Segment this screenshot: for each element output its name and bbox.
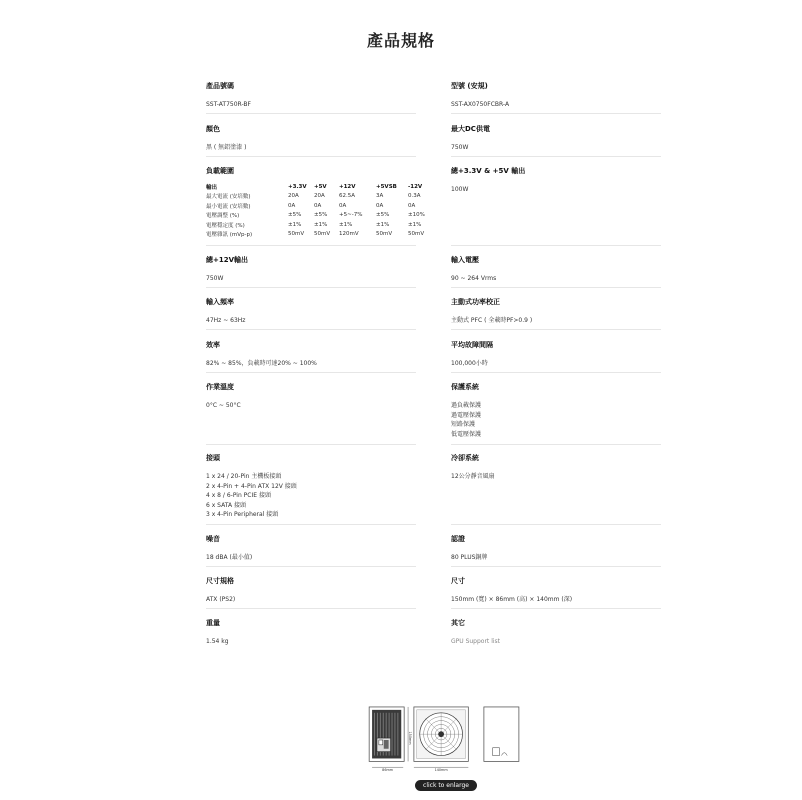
table-cell: 120mV	[339, 231, 359, 238]
spec-label: 總+3.3V & +5V 輸出	[451, 167, 526, 175]
divider	[451, 524, 661, 525]
spec-combined-output	[451, 167, 525, 195]
spec-value: 100W	[451, 186, 469, 193]
spec-value: 90 ~ 264 Vrms	[451, 275, 497, 282]
spec-value: 80 PLUS銅牌	[451, 554, 488, 561]
spec-label: 輸入頻率	[206, 298, 234, 306]
table-cell: 最小電流 (安培數)	[206, 203, 251, 210]
spec-cooling	[451, 454, 495, 482]
table-cell: 0A	[288, 202, 296, 209]
spec-label: 型號 (安規)	[451, 82, 488, 90]
spec-certification	[451, 535, 487, 563]
spec-value: 1.54 kg	[206, 638, 229, 645]
table-cell: 0.3A	[408, 193, 421, 200]
table-cell: ±5%	[376, 212, 390, 219]
spec-value: 47Hz ~ 63Hz	[206, 317, 246, 324]
spec-label: 尺寸規格	[206, 577, 234, 585]
table-cell: ±5%	[288, 212, 302, 219]
table-cell: 3A	[376, 193, 384, 200]
spec-value: 18 dBA (最小值)	[206, 554, 253, 561]
divider	[206, 287, 416, 288]
spec-other	[451, 619, 500, 647]
table-header-row	[206, 182, 436, 192]
divider	[451, 245, 661, 246]
divider	[206, 524, 416, 525]
divider	[451, 566, 661, 567]
spec-label: 尺寸	[451, 577, 465, 585]
spec-form-factor	[206, 577, 235, 605]
table-cell: ±1%	[314, 221, 328, 228]
spec-input-frequency	[206, 298, 245, 326]
spec-value: 0°C ~ 50°C	[206, 402, 241, 409]
table-cell: ±10%	[408, 212, 425, 219]
psu-fan-view	[414, 707, 468, 761]
spec-label: 冷卻系統	[451, 454, 479, 462]
divider	[206, 608, 416, 609]
gpu-support-link[interactable]: GPU Support list	[451, 638, 501, 645]
divider	[451, 287, 661, 288]
spec-label: 接頭	[206, 454, 220, 462]
table-cell: ±1%	[339, 221, 353, 228]
spec-label: 效率	[206, 341, 220, 349]
dim-height-150: 150mm	[408, 731, 413, 745]
spec-label: 顏色	[206, 125, 220, 133]
table-cell: 0A	[376, 202, 384, 209]
spec-value: 82% ~ 85%，負載時可達20% ~ 100%	[206, 360, 317, 367]
spec-label: 噪音	[206, 535, 220, 543]
divider	[451, 156, 661, 157]
divider	[206, 329, 416, 330]
table-row	[206, 201, 436, 211]
spec-model-type	[451, 82, 509, 110]
spec-efficiency	[206, 341, 317, 369]
divider	[451, 113, 661, 114]
table-cell: ±1%	[408, 221, 422, 228]
spec-value: 150mm (寬) × 86mm (高) × 140mm (深)	[451, 596, 573, 603]
divider	[451, 329, 661, 330]
spec-temperature	[206, 383, 241, 411]
divider	[451, 444, 661, 445]
spec-label: 總+12V輸出	[206, 256, 249, 264]
spec-connectors	[206, 454, 297, 520]
table-cell: 電壓穩定度 (%)	[206, 222, 245, 229]
spec-label: 認證	[451, 535, 465, 543]
spec-weight	[206, 619, 229, 647]
table-cell: 0A	[314, 202, 322, 209]
psu-side-view	[369, 707, 404, 761]
spec-mtbf	[451, 341, 493, 369]
page-title: 產品規格	[366, 31, 435, 50]
table-cell: 62.5A	[339, 193, 356, 200]
table-header-cell: 輸出	[206, 184, 218, 191]
table-cell: 電壓調整 (%)	[206, 213, 240, 220]
spec-label: 主動式功率校正	[451, 298, 500, 306]
table-header-cell: +5V	[314, 183, 327, 190]
table-cell: 0A	[408, 202, 416, 209]
spec-label: 作業溫度	[206, 383, 234, 391]
spec-12v-output	[206, 256, 248, 284]
table-row	[206, 230, 436, 240]
table-row	[206, 211, 436, 221]
table-cell: 最大電流 (安培數)	[206, 194, 251, 201]
spec-input-voltage	[451, 256, 496, 284]
spec-value: 750W	[451, 144, 469, 151]
spec-value: 12公分靜音風扇	[451, 473, 495, 480]
table-cell: 0A	[339, 202, 347, 209]
spec-noise	[206, 535, 252, 563]
spec-value: 黑 ( 無鋁塗漆 )	[206, 144, 247, 151]
spec-max-dc	[451, 125, 490, 153]
spec-label: 輸入電壓	[451, 256, 479, 264]
table-cell: ±1%	[376, 221, 390, 228]
spec-value: 過負載保護 過電壓保護 短路保護 低電壓保護	[451, 402, 482, 438]
spec-value: 750W	[206, 275, 224, 282]
spec-value: SST-AT750R-BF	[206, 101, 251, 108]
table-cell: +5~-7%	[339, 212, 363, 219]
divider	[206, 444, 416, 445]
spec-value: 100,000小時	[451, 360, 488, 367]
spec-label: 產品號碼	[206, 82, 234, 90]
dim-width-86: 86mm	[382, 768, 394, 773]
table-cell: 50mV	[376, 231, 393, 238]
divider	[206, 566, 416, 567]
table-header-cell: +5VSB	[376, 183, 397, 190]
spec-label: 保護系統	[451, 383, 479, 391]
table-header-cell: +3.3V	[288, 183, 307, 190]
spec-dimensions	[451, 577, 572, 605]
table-header-cell: -12V	[408, 183, 423, 190]
spec-label: 其它	[451, 619, 465, 627]
divider	[206, 156, 416, 157]
spec-value: ATX (PS2)	[206, 596, 236, 603]
spec-value: SST-AX0750FCBR-A	[451, 101, 510, 108]
divider	[451, 608, 661, 609]
spec-value: 主動式 PFC ( 全載時PF>0.9 )	[451, 317, 533, 324]
table-cell: 電壓雜訊 (mVp-p)	[206, 232, 253, 239]
divider	[451, 372, 661, 373]
spec-color	[206, 125, 246, 153]
table-cell: 50mV	[408, 231, 425, 238]
spec-protection	[451, 383, 481, 439]
divider	[206, 113, 416, 114]
table-header-cell: +12V	[339, 183, 356, 190]
spec-label: 最大DC供電	[451, 125, 490, 133]
divider	[206, 245, 416, 246]
table-cell: 20A	[288, 193, 299, 200]
load-range-table	[206, 182, 436, 239]
spec-label: 平均故障間隔	[451, 341, 493, 349]
table-cell: ±1%	[288, 221, 302, 228]
psu-back-view	[484, 707, 519, 761]
table-cell: 20A	[314, 193, 325, 200]
spec-value: 1 x 24 / 20-Pin 主機板接頭 2 x 4-Pin + 4-Pin ATX 12V 接頭 4 x 8 / 6-Pin PCIE 接頭 6 x SATA 接頭 3 x 4-Pin Peripheral 接頭	[206, 473, 297, 518]
spec-load-range	[206, 167, 436, 239]
divider	[206, 372, 416, 373]
spec-model-no	[206, 82, 251, 110]
table-cell: 50mV	[314, 231, 331, 238]
table-cell: ±5%	[314, 212, 328, 219]
dim-width-140: 140mm	[434, 768, 448, 773]
spec-label: 負載範圍	[206, 167, 234, 175]
click-to-enlarge-button[interactable]: click to enlarge	[415, 780, 477, 791]
table-row	[206, 220, 436, 230]
product-dimension-diagram[interactable]	[365, 705, 525, 775]
spec-label: 重量	[206, 619, 220, 627]
table-cell: 50mV	[288, 231, 305, 238]
spec-pfc	[451, 298, 532, 326]
table-row	[206, 192, 436, 202]
